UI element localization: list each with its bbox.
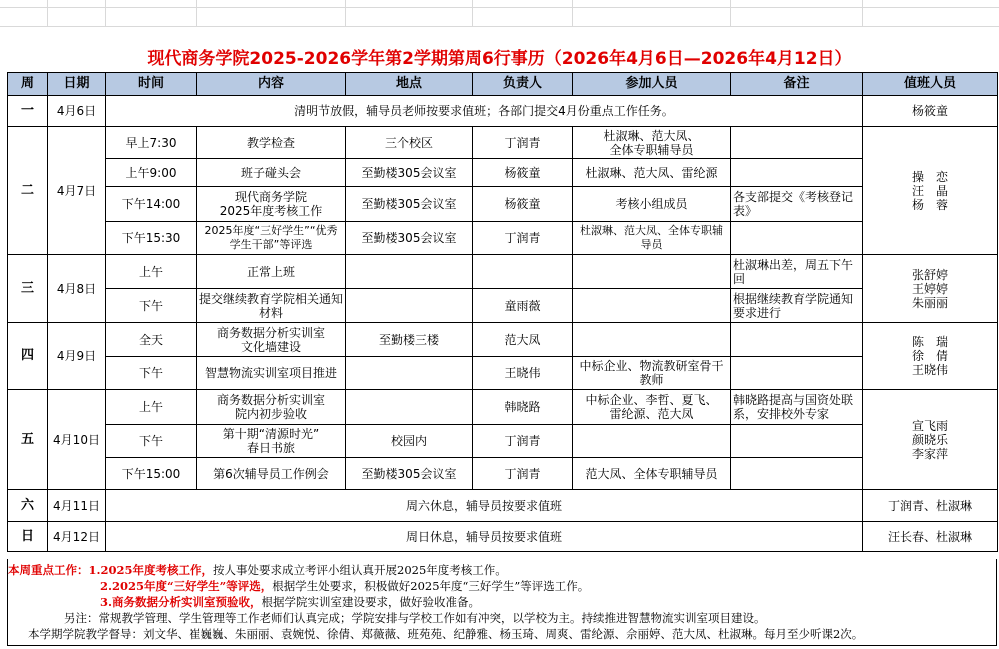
content-cell: 商务数据分析实训室 文化墙建设 xyxy=(197,323,346,357)
header-place: 地点 xyxy=(346,73,473,96)
participants-cell: 考核小组成员 xyxy=(573,187,731,222)
week-cell: 六 xyxy=(8,490,48,522)
time-cell: 早上7:30 xyxy=(106,127,197,159)
span-text-cell: 周日休息，辅导员按要求值班 xyxy=(106,522,863,552)
owner-cell: 丁润青 xyxy=(473,458,573,490)
table-row xyxy=(8,187,998,222)
table-row xyxy=(8,522,998,552)
time-cell: 下午 xyxy=(106,289,197,323)
key-item-3-body: 根据学院实训室建设要求，做好验收准备。 xyxy=(261,595,481,609)
key-work-line-2 xyxy=(8,578,996,594)
time-cell: 下午15:00 xyxy=(106,458,197,490)
participants-cell: 范大凤、全体专职辅导员 xyxy=(573,458,731,490)
table-row xyxy=(8,159,998,187)
date-cell: 4月7日 xyxy=(48,127,106,255)
content-cell: 正常上班 xyxy=(197,255,346,289)
content-cell: 2025年度“三好学生”“优秀学生干部”等评选 xyxy=(197,222,346,255)
week-cell: 三 xyxy=(8,255,48,323)
owner-cell: 韩晓路 xyxy=(473,390,573,425)
header-owner: 负责人 xyxy=(473,73,573,96)
remark-cell xyxy=(731,159,863,187)
participants-cell: 杜淑琳、范大凤、全体专职辅导员 xyxy=(573,222,731,255)
week-cell: 二 xyxy=(8,127,48,255)
table-row xyxy=(8,390,998,425)
supervisors-note: 本学期学院教学督导：刘文华、崔巍巍、朱丽丽、袁婉悦、徐倩、郑薇薇、班苑苑、纪静雅、杨玉琦、周爽、雷纶源、佘丽婷、范大凤、杜淑琳。每月至少听课2次。 xyxy=(28,627,864,641)
date-cell: 4月11日 xyxy=(48,490,106,522)
date-cell: 4月8日 xyxy=(48,255,106,323)
remark-cell: 韩晓路提高与国资处联系，安排校外专家 xyxy=(731,390,863,425)
duty-cell: 丁润青、杜淑琳 xyxy=(863,490,998,522)
participants-cell: 杜淑琳、范大凤、雷纶源 xyxy=(573,159,731,187)
table-row xyxy=(8,323,998,357)
date-cell: 4月9日 xyxy=(48,323,106,390)
content-cell: 商务数据分析实训室 院内初步验收 xyxy=(197,390,346,425)
time-cell: 下午15:30 xyxy=(106,222,197,255)
table-row xyxy=(8,425,998,458)
time-cell: 下午14:00 xyxy=(106,187,197,222)
participants-cell xyxy=(573,323,731,357)
header-remark: 备注 xyxy=(731,73,863,96)
place-cell xyxy=(346,289,473,323)
schedule-table xyxy=(7,72,998,552)
duty-cell: 汪长春、杜淑琳 xyxy=(863,522,998,552)
duty-cell: 陈 瑞 徐 倩 王晓伟 xyxy=(863,323,998,390)
content-cell: 班子碰头会 xyxy=(197,159,346,187)
place-cell xyxy=(346,390,473,425)
header-content: 内容 xyxy=(197,73,346,96)
place-cell: 校园内 xyxy=(346,425,473,458)
time-cell: 下午 xyxy=(106,425,197,458)
key-item-1-body: 按人事处要求成立考评小组认真开展2025年度考核工作。 xyxy=(213,563,507,577)
header-duty: 值班人员 xyxy=(863,73,998,96)
remark-cell: 各支部提交《考核登记表》 xyxy=(731,187,863,222)
owner-cell xyxy=(473,255,573,289)
remark-cell xyxy=(731,458,863,490)
duty-cell: 宣飞雨 颜晓乐 李家萍 xyxy=(863,390,998,490)
content-cell: 智慧物流实训室项目推进 xyxy=(197,357,346,390)
header-date: 日期 xyxy=(48,73,106,96)
content-cell: 教学检查 xyxy=(197,127,346,159)
week-cell: 一 xyxy=(8,96,48,127)
week-cell: 五 xyxy=(8,390,48,490)
participants-cell: 中标企业、李哲、夏飞、 雷纶源、范大凤 xyxy=(573,390,731,425)
header-week: 周 xyxy=(8,73,48,96)
date-cell: 4月10日 xyxy=(48,390,106,490)
place-cell: 至勤楼305会议室 xyxy=(346,222,473,255)
owner-cell: 王晓伟 xyxy=(473,357,573,390)
key-work-line-3 xyxy=(8,594,996,610)
time-cell: 上午 xyxy=(106,255,197,289)
owner-cell: 杨筱童 xyxy=(473,187,573,222)
place-cell: 三个校区 xyxy=(346,127,473,159)
remark-cell xyxy=(731,222,863,255)
owner-cell: 丁润青 xyxy=(473,222,573,255)
owner-cell: 范大凤 xyxy=(473,323,573,357)
table-row xyxy=(8,490,998,522)
other-notes: 另注：常规教学管理、学生管理等工作老师们认真完成；学院安排与学校工作如有冲突，以学校为主。持续推进智慧物流实训室项目建设。 xyxy=(64,611,766,625)
table-row xyxy=(8,289,998,323)
remark-cell: 根据继续教育学院通知要求进行 xyxy=(731,289,863,323)
key-item-2-head: 2.2025年度“三好学生”等评选， xyxy=(100,579,273,593)
owner-cell: 丁润青 xyxy=(473,425,573,458)
owner-cell: 杨筱童 xyxy=(473,159,573,187)
place-cell: 至勤楼三楼 xyxy=(346,323,473,357)
remark-cell xyxy=(731,357,863,390)
key-work-line-1 xyxy=(8,562,996,578)
place-cell: 至勤楼305会议室 xyxy=(346,458,473,490)
content-cell: 第6次辅导员工作例会 xyxy=(197,458,346,490)
participants-cell: 杜淑琳、范大凤、 全体专职辅导员 xyxy=(573,127,731,159)
date-cell: 4月12日 xyxy=(48,522,106,552)
week-cell: 四 xyxy=(8,323,48,390)
table-row xyxy=(8,127,998,159)
week-cell: 日 xyxy=(8,522,48,552)
table-row xyxy=(8,357,998,390)
key-item-1-head: 1.2025年度考核工作， xyxy=(88,563,214,577)
participants-cell xyxy=(573,425,731,458)
owner-cell: 丁润青 xyxy=(473,127,573,159)
owner-cell: 童雨薇 xyxy=(473,289,573,323)
time-cell: 上午 xyxy=(106,390,197,425)
place-cell xyxy=(346,255,473,289)
content-cell: 现代商务学院 2025年度考核工作 xyxy=(197,187,346,222)
content-cell: 第十期“清源时光” 春日书旅 xyxy=(197,425,346,458)
content-cell: 提交继续教育学院相关通知材料 xyxy=(197,289,346,323)
time-cell: 全天 xyxy=(106,323,197,357)
table-row xyxy=(8,255,998,289)
header-row xyxy=(8,73,998,96)
remark-cell xyxy=(731,425,863,458)
key-work-label: 本周重点工作： xyxy=(8,563,89,577)
header-participants: 参加人员 xyxy=(573,73,731,96)
span-text-cell: 周六休息，辅导员按要求值班 xyxy=(106,490,863,522)
duty-cell: 张舒婷 王婷婷 朱丽丽 xyxy=(863,255,998,323)
table-row xyxy=(8,222,998,255)
date-cell: 4月6日 xyxy=(48,96,106,127)
table-row xyxy=(8,458,998,490)
notes-section xyxy=(7,559,997,646)
table-row xyxy=(8,96,998,127)
participants-cell xyxy=(573,255,731,289)
span-text-cell: 清明节放假，辅导员老师按要求值班；各部门提交4月份重点工作任务。 xyxy=(106,96,863,127)
page-title: 现代商务学院2025-2026学年第2学期第周6行事历（2026年4月6日—2026年4月12日） xyxy=(147,49,852,69)
key-item-2-body: 根据学生处要求，积极做好2025年度“三好学生”等评选工作。 xyxy=(272,579,590,593)
participants-cell: 中标企业、物流教研室骨干教师 xyxy=(573,357,731,390)
remark-cell: 杜淑琳出差，周五下午回 xyxy=(731,255,863,289)
participants-cell xyxy=(573,289,731,323)
remark-cell xyxy=(731,323,863,357)
header-time: 时间 xyxy=(106,73,197,96)
remark-cell xyxy=(731,127,863,159)
duty-cell: 操 恋 汪 晶 杨 蓉 xyxy=(863,127,998,255)
place-cell: 至勤楼305会议室 xyxy=(346,159,473,187)
duty-cell: 杨筱童 xyxy=(863,96,998,127)
place-cell xyxy=(346,357,473,390)
time-cell: 上午9:00 xyxy=(106,159,197,187)
key-item-3-head: 3.商务数据分析实训室预验收， xyxy=(100,595,262,609)
time-cell: 下午 xyxy=(106,357,197,390)
place-cell: 至勤楼305会议室 xyxy=(346,187,473,222)
